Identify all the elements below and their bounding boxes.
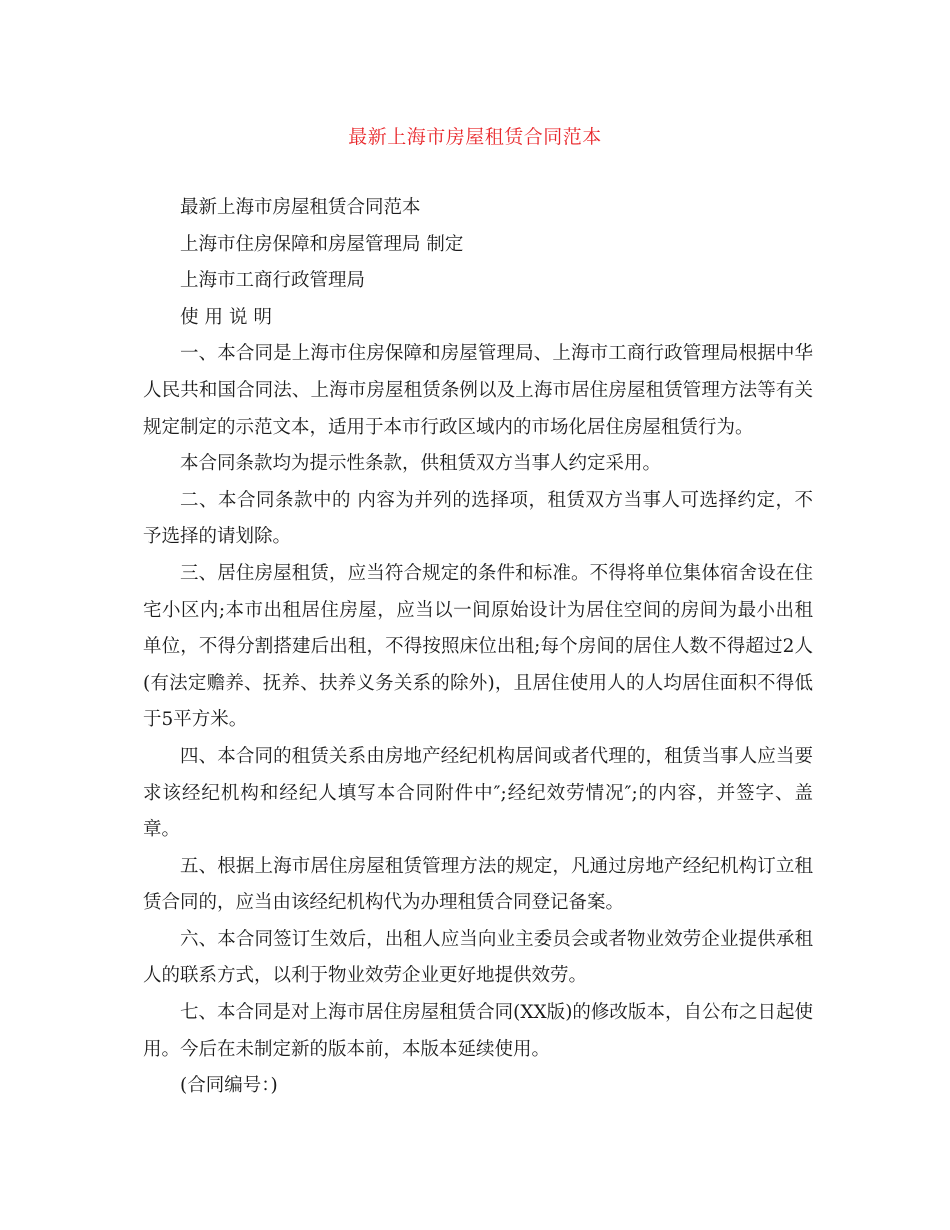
document-body <box>143 190 813 1105</box>
paragraph-issuer-housing: 上海市住房保障和房屋管理局 制定 <box>180 233 464 255</box>
paragraph-instructions-heading: 使用说明 <box>180 306 279 328</box>
paragraph-item-2: 二、本合同条款中的 内容为并列的选择项，租赁双方当事人可选择约定，不予选择的请划除。 <box>143 489 813 548</box>
document-title: 最新上海市房屋租赁合同范本 <box>348 126 602 148</box>
paragraph-item-1-note: 本合同条款均为提示性条款，供租赁双方当事人约定采用。 <box>180 453 662 475</box>
paragraph-item-6: 六、本合同签订生效后，出租人应当向业主委员会或者物业效劳企业提供承租人的联系方式，以利于物业效劳企业更好地提供效劳。 <box>143 928 813 987</box>
paragraph-item-3: 三、居住房屋租赁，应当符合规定的条件和标准。不得将单位集体宿舍设在住宅小区内;本市出租居住房屋，应当以一间原始设计为居住空间的房间为最小出租单位，不得分割搭建后出租，不得按照床位出租;每个房间的居住人数不得超过2人(有法定赡养、抚养、扶养义务关系的除外)，且居住使用人的人均居住面积不得低于5平方米。 <box>143 562 813 731</box>
paragraph-item-1: 一、本合同是上海市住房保障和房屋管理局、上海市工商行政管理局根据中华人民共和国合同法、上海市房屋租赁条例以及上海市居住房屋租赁管理方法等有关规定制定的示范文本，适用于本市行政区域内的市场化居住房屋租赁行为。 <box>143 343 813 438</box>
paragraph-doc-name: 最新上海市房屋租赁合同范本 <box>180 197 421 218</box>
paragraph-item-7: 七、本合同是对上海市居住房屋租赁合同(XX版)的修改版本，自公布之日起使用。今后在未制定新的版本前，本版本延续使用。 <box>143 1002 813 1060</box>
paragraph-contract-number: (合同编号：) <box>180 1075 278 1097</box>
paragraph-issuer-commerce: 上海市工商行政管理局 <box>180 270 366 292</box>
paragraph-item-4: 四、本合同的租赁关系由房地产经纪机构居间或者代理的，租赁当事人应当要求该经纪机构和经纪人填写本合同附件中″;经纪效劳情况″;的内容，并签字、盖章。 <box>143 745 813 841</box>
paragraph-item-5: 五、根据上海市居住房屋租赁管理方法的规定，凡通过房地产经纪机构订立租赁合同的，应当由该经纪机构代为办理租赁合同登记备案。 <box>143 855 813 914</box>
